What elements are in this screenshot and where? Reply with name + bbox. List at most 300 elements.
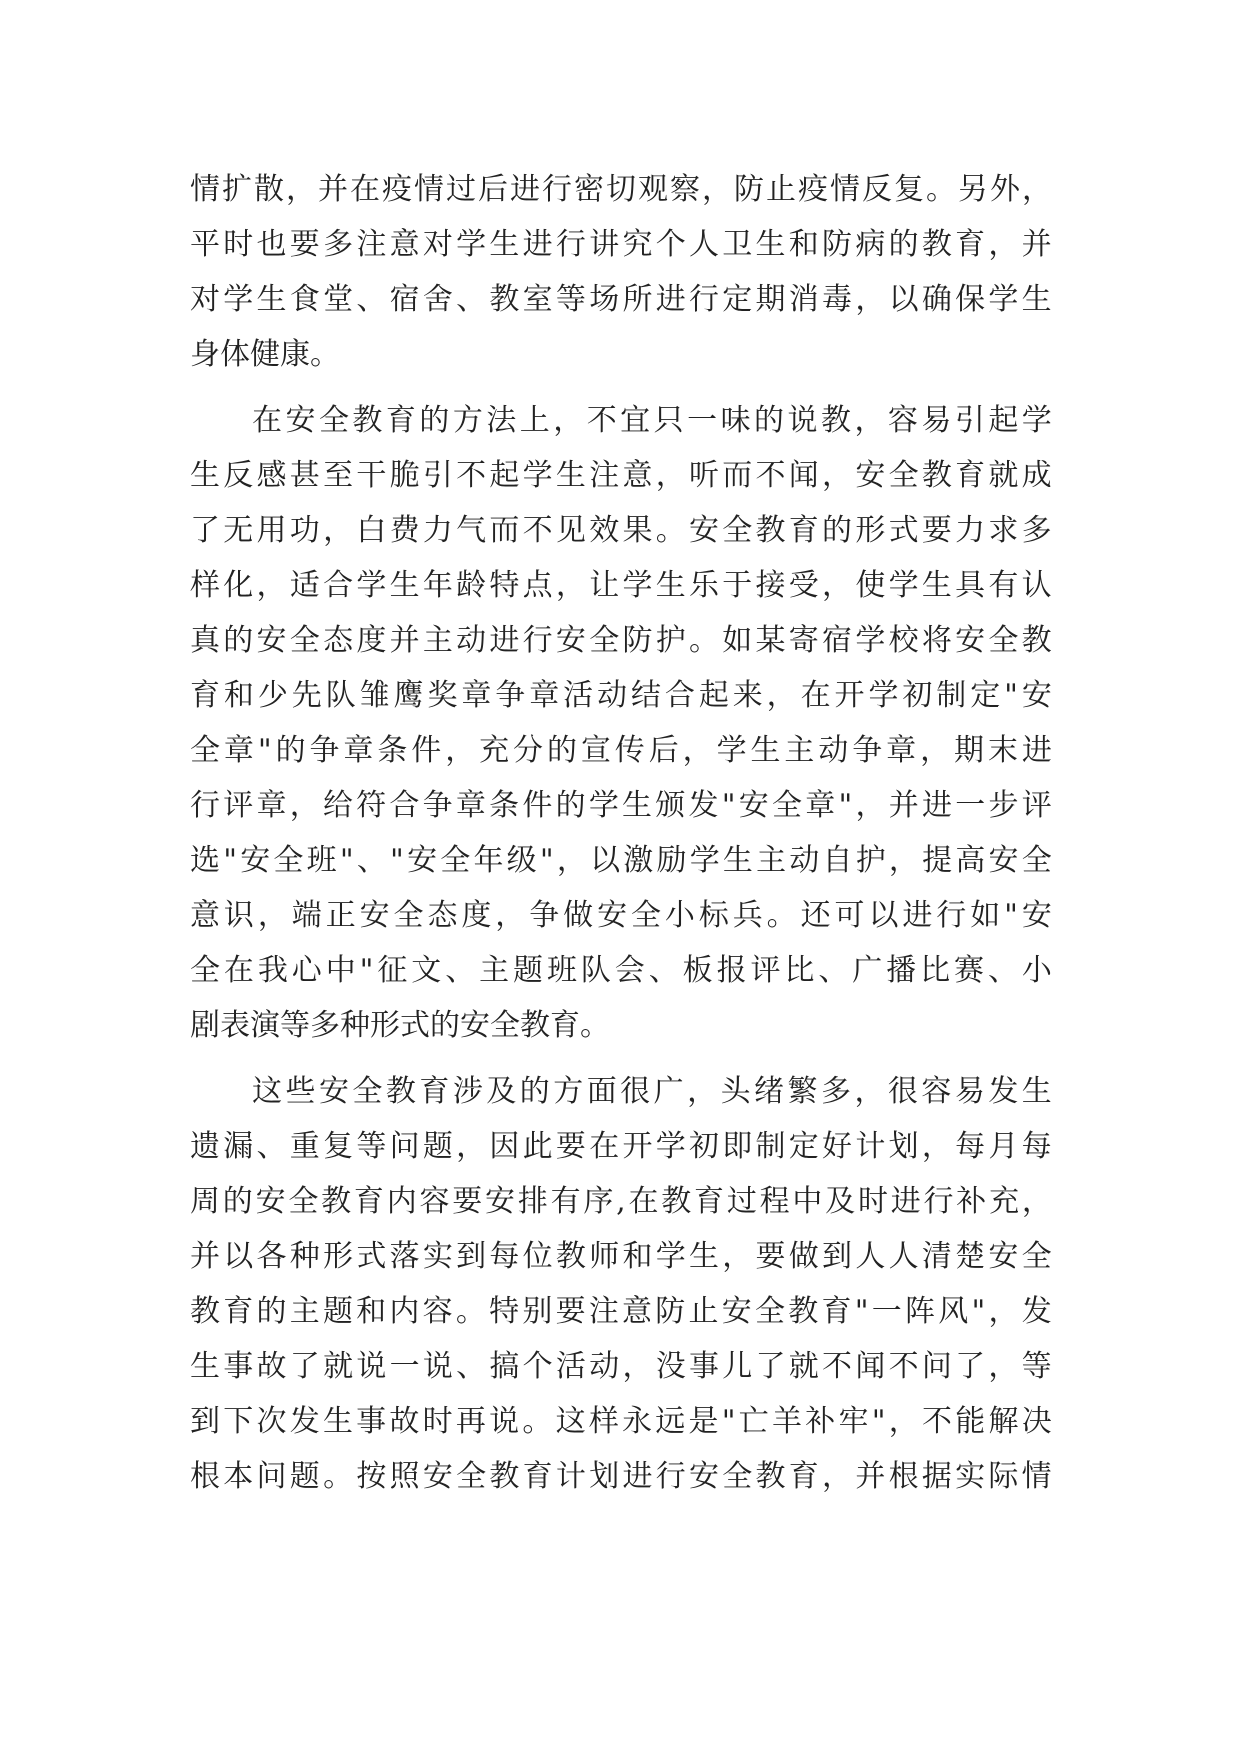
glyph: 的 [754, 403, 785, 438]
glyph: 播 [886, 953, 917, 988]
glyph: 安 [318, 1074, 349, 1109]
glyph: 比 [784, 953, 815, 988]
glyph: 说 [356, 1349, 387, 1384]
glyph: 生 [489, 227, 520, 262]
glyph: 章 [455, 788, 486, 823]
glyph: 起 [698, 678, 729, 713]
text-line-content [190, 217, 1052, 272]
glyph: 易 [954, 1074, 985, 1109]
glyph: 态 [323, 623, 354, 658]
glyph: 即 [722, 1129, 753, 1164]
glyph: 教 [921, 458, 952, 493]
glyph: 传 [614, 733, 645, 768]
glyph: 安 [688, 513, 719, 548]
glyph: 来 [732, 678, 763, 713]
glyph: 密 [574, 172, 604, 207]
glyph: 疫 [382, 172, 412, 207]
glyph: ， [854, 1074, 885, 1109]
glyph: 让 [589, 568, 620, 603]
glyph: 可 [834, 898, 865, 933]
glyph: 情 [190, 172, 220, 207]
glyph: 另 [958, 172, 988, 207]
glyph: 进 [510, 172, 540, 207]
glyph: 报 [716, 953, 747, 988]
glyph: 搞 [489, 1349, 520, 1384]
glyph: 所 [622, 282, 653, 317]
text-line-content [190, 272, 1052, 327]
glyph: 争 [529, 898, 560, 933]
glyph: ， [702, 172, 732, 207]
glyph: 全 [1021, 843, 1052, 878]
text-line-content [252, 1064, 1052, 1119]
glyph: 甚 [289, 458, 320, 493]
glyph: 动 [589, 1349, 620, 1384]
glyph: 不 [522, 513, 553, 548]
glyph: 很 [620, 1074, 651, 1109]
glyph: 级 [506, 843, 537, 878]
glyph: 散 [254, 172, 284, 207]
glyph: ， [822, 568, 853, 603]
glyph: 做 [788, 1239, 819, 1274]
glyph: 上 [519, 403, 550, 438]
glyph: 安 [955, 623, 986, 658]
glyph: ， [988, 1349, 1019, 1384]
glyph: 的 [555, 788, 586, 823]
glyph: 合 [389, 788, 420, 823]
glyph: 生 [921, 568, 952, 603]
glyph: 止 [688, 1294, 719, 1329]
glyph: ， [1021, 1184, 1052, 1219]
glyph: 争 [852, 733, 883, 768]
glyph: 内 [389, 1294, 420, 1329]
glyph: 下 [223, 1404, 254, 1439]
glyph: 卫 [722, 227, 753, 262]
glyph: 计 [555, 1459, 586, 1494]
glyph: 意 [622, 1294, 653, 1329]
glyph: ， [766, 678, 797, 713]
glyph: ， [888, 843, 919, 878]
glyph: 情 [414, 172, 444, 207]
glyph: 全 [352, 1074, 383, 1109]
glyph: 育 [353, 1184, 384, 1219]
glyph: 意 [622, 458, 653, 493]
glyph: 。 [323, 1459, 354, 1494]
glyph: 全 [273, 843, 304, 878]
text-line [190, 217, 1052, 272]
glyph: 场 [589, 282, 620, 317]
text-line-content [190, 448, 1052, 503]
glyph: 学 [1021, 403, 1052, 438]
glyph: 方 [553, 1074, 584, 1109]
glyph: 的 [519, 1074, 550, 1109]
glyph: 一 [389, 1349, 420, 1384]
glyph: 进 [1021, 733, 1052, 768]
glyph: 解 [988, 1404, 1019, 1439]
glyph: 全 [318, 403, 349, 438]
glyph: 安 [485, 1184, 516, 1219]
glyph: 和 [622, 1239, 653, 1274]
glyph: 内 [386, 1184, 417, 1219]
glyph: 、 [818, 953, 849, 988]
glyph: 的 [419, 403, 450, 438]
glyph: 意 [190, 898, 220, 933]
glyph: 全 [190, 733, 220, 768]
glyph: 照 [389, 1459, 420, 1494]
glyph: ， [622, 1349, 653, 1384]
text-line-content [190, 1229, 1052, 1284]
glyph: 绪 [754, 1074, 785, 1109]
glyph: 清 [921, 1239, 952, 1274]
glyph: 以 [223, 1239, 254, 1274]
glyph: 这 [555, 1404, 586, 1439]
glyph: 评 [223, 788, 254, 823]
glyph: 重 [289, 1129, 320, 1164]
text-line [190, 1339, 1052, 1394]
glyph: 要 [555, 1129, 586, 1164]
glyph: 很 [887, 1074, 918, 1109]
glyph: 此 [522, 1129, 553, 1164]
glyph: 点 [522, 568, 553, 603]
glyph: " [359, 953, 374, 988]
glyph: 无 [223, 513, 254, 548]
glyph: 受 [788, 568, 819, 603]
glyph: 结 [630, 678, 661, 713]
glyph: 安 [255, 1184, 286, 1219]
glyph: 安 [855, 458, 886, 493]
glyph: 育 [385, 403, 416, 438]
glyph: 人 [888, 1239, 919, 1274]
glyph: 安 [738, 788, 769, 823]
glyph: 。 [926, 172, 956, 207]
glyph: 就 [323, 1349, 354, 1384]
glyph: 并 [855, 1459, 886, 1494]
glyph: 制 [755, 1129, 786, 1164]
glyph: 后 [478, 172, 508, 207]
glyph: 护 [655, 623, 686, 658]
text-line [190, 778, 1052, 833]
glyph: 功 [289, 513, 320, 548]
glyph: 力 [422, 513, 453, 548]
glyph: 到 [190, 1404, 220, 1439]
text-line-content: 身体健康。 [190, 337, 340, 372]
glyph: 学 [588, 788, 619, 823]
glyph: 选 [190, 843, 220, 878]
glyph: 察 [670, 172, 700, 207]
glyph: 要 [921, 513, 952, 548]
glyph: 期 [954, 733, 985, 768]
glyph: 生 [555, 458, 586, 493]
glyph: 合 [664, 678, 695, 713]
glyph: 端 [291, 898, 322, 933]
glyph: 章 [461, 678, 492, 713]
glyph: 亡 [738, 1404, 769, 1439]
glyph: 样 [588, 1404, 619, 1439]
glyph: 做 [563, 898, 594, 933]
glyph: 题 [422, 1129, 453, 1164]
glyph: 中 [325, 953, 356, 988]
glyph: 复 [323, 1129, 354, 1164]
glyph: 教 [555, 1239, 586, 1274]
glyph: 不 [922, 1404, 953, 1439]
glyph: 只 [653, 403, 684, 438]
glyph: 全 [289, 623, 320, 658]
glyph: ， [323, 513, 354, 548]
glyph: ， [495, 898, 526, 933]
glyph: 生 [256, 282, 287, 317]
glyph: 消 [788, 282, 819, 317]
glyph: 根 [190, 1459, 220, 1494]
glyph: 寄 [788, 623, 819, 658]
glyph: 计 [855, 1129, 886, 1164]
glyph: 易 [921, 403, 952, 438]
glyph: 多 [323, 227, 354, 262]
glyph: 问 [256, 1459, 287, 1494]
glyph: 育 [788, 513, 819, 548]
glyph: 全 [288, 1184, 319, 1219]
glyph: 气 [456, 513, 487, 548]
glyph: 时 [857, 1184, 888, 1219]
glyph: 时 [223, 227, 254, 262]
glyph: 行 [190, 788, 220, 823]
glyph: 条 [377, 733, 408, 768]
glyph: 问 [921, 1349, 952, 1384]
glyph: 末 [987, 733, 1018, 768]
glyph: 评 [750, 953, 781, 988]
glyph: 至 [323, 458, 354, 493]
glyph: 章 [529, 678, 560, 713]
glyph: " [854, 1294, 869, 1329]
glyph: 我 [257, 953, 288, 988]
glyph: 容 [422, 1294, 453, 1329]
glyph: 育 [788, 1459, 819, 1494]
glyph: 观 [638, 172, 668, 207]
glyph: ， [257, 898, 288, 933]
glyph: 了 [955, 1349, 986, 1384]
glyph: 接 [755, 568, 786, 603]
glyph: 涉 [452, 1074, 483, 1109]
glyph: 周 [190, 1184, 220, 1219]
glyph: 主 [756, 843, 787, 878]
glyph: 食 [289, 282, 320, 317]
glyph: 以 [868, 898, 899, 933]
glyph: 合 [323, 568, 354, 603]
glyph: 在 [350, 172, 380, 207]
text-line-content [190, 1449, 1052, 1504]
glyph: 度 [356, 623, 387, 658]
glyph: 教 [921, 227, 952, 262]
glyph: 远 [655, 1404, 686, 1439]
text-line-content [190, 723, 1052, 778]
glyph: 班 [546, 953, 577, 988]
glyph: 章 [256, 788, 287, 823]
glyph: 学 [855, 623, 886, 658]
glyph: 全 [754, 1294, 785, 1329]
glyph: 以 [590, 843, 621, 878]
glyph: 动 [789, 843, 820, 878]
glyph: 和 [223, 678, 254, 713]
text-line-content [190, 943, 1052, 998]
glyph: 生 [722, 843, 753, 878]
glyph: 多 [1021, 513, 1052, 548]
glyph: 要 [452, 1184, 483, 1219]
glyph: 白 [356, 513, 387, 548]
glyph: 味 [720, 403, 751, 438]
glyph: 育 [955, 458, 986, 493]
glyph: ， [553, 403, 584, 438]
glyph: 还 [800, 898, 831, 933]
glyph: 如 [722, 623, 753, 658]
glyph: " [971, 1294, 986, 1329]
glyph: 教 [489, 282, 520, 317]
glyph: 及 [486, 1074, 517, 1109]
text-line [190, 558, 1052, 613]
glyph: 鹰 [393, 678, 424, 713]
glyph: 育 [223, 1294, 254, 1329]
glyph: 故 [256, 1349, 287, 1384]
glyph: 等 [1021, 1349, 1052, 1384]
glyph: 反 [862, 172, 892, 207]
glyph: 并 [1021, 227, 1052, 262]
glyph: 发 [988, 1074, 1019, 1109]
glyph: 后 [648, 733, 679, 768]
glyph: 育 [419, 1074, 450, 1109]
glyph: 力 [955, 513, 986, 548]
text-line-content: 剧表演等多种形式的安全教育。 [190, 1008, 610, 1043]
glyph: 不 [755, 458, 786, 493]
glyph: 的 [822, 513, 853, 548]
glyph: 每 [955, 1129, 986, 1164]
glyph: 宿 [389, 282, 420, 317]
glyph: 事 [223, 1349, 254, 1384]
glyph: " [871, 1404, 886, 1439]
glyph: 特 [489, 1294, 520, 1329]
glyph: 费 [389, 513, 420, 548]
glyph: 划 [888, 1129, 919, 1164]
body-text [190, 162, 1052, 1504]
glyph: 而 [722, 458, 753, 493]
glyph: 题 [322, 1294, 353, 1329]
glyph: 教 [352, 403, 383, 438]
glyph: 感 [256, 458, 287, 493]
glyph: 安 [1021, 898, 1052, 933]
glyph: 及 [825, 1184, 856, 1219]
glyph: ， [445, 733, 476, 768]
glyph: 安 [285, 403, 316, 438]
glyph: 就 [788, 1349, 819, 1384]
glyph: 龄 [456, 568, 487, 603]
glyph: 雏 [359, 678, 390, 713]
glyph: 教 [190, 1294, 220, 1329]
glyph: 化 [223, 568, 254, 603]
glyph: 室 [522, 282, 553, 317]
glyph: " [838, 788, 853, 823]
glyph: 补 [956, 1184, 987, 1219]
glyph: 漏 [223, 1129, 254, 1164]
glyph: 再 [455, 1404, 486, 1439]
glyph: 这 [252, 1074, 282, 1109]
glyph: 确 [921, 282, 952, 317]
glyph: 学 [622, 568, 653, 603]
glyph: 宜 [620, 403, 651, 438]
glyph: ， [921, 1129, 952, 1164]
glyph: 闻 [855, 1349, 886, 1384]
text-line [190, 448, 1052, 503]
glyph: 决 [1021, 1404, 1052, 1439]
glyph: 事 [688, 1349, 719, 1384]
glyph: 学 [716, 733, 747, 768]
glyph: 繁 [787, 1074, 818, 1109]
glyph: 育 [190, 678, 220, 713]
glyph: 安 [555, 623, 586, 658]
glyph: 的 [256, 1294, 287, 1329]
glyph: 题 [289, 1459, 320, 1494]
glyph: 争 [422, 788, 453, 823]
text-line [190, 1229, 1052, 1284]
glyph: 标 [698, 898, 729, 933]
glyph: 行 [936, 898, 967, 933]
text-line [190, 272, 1052, 327]
glyph: 程 [759, 1184, 790, 1219]
text-line [190, 1119, 1052, 1174]
text-line [190, 943, 1052, 998]
glyph: 了 [289, 1349, 320, 1384]
glyph: 全 [722, 513, 753, 548]
glyph: 实 [422, 1239, 453, 1274]
glyph: 在 [223, 953, 254, 988]
text-line-content [190, 503, 1052, 558]
glyph: 防 [655, 1294, 686, 1329]
glyph: 动 [597, 678, 628, 713]
glyph: 切 [606, 172, 636, 207]
glyph: 到 [456, 1239, 487, 1274]
glyph: 、 [648, 953, 679, 988]
glyph: 符 [356, 788, 387, 823]
glyph: 的 [223, 623, 254, 658]
glyph: 安 [256, 623, 287, 658]
glyph: " [721, 1404, 736, 1439]
text-line-content [190, 668, 1052, 723]
glyph: 法 [486, 403, 517, 438]
text-line [190, 998, 1052, 1053]
glyph: 毒 [822, 282, 853, 317]
glyph: 进 [522, 227, 553, 262]
glyph: 生 [688, 1239, 719, 1274]
glyph: 闻 [788, 458, 819, 493]
glyph: 全 [190, 953, 220, 988]
text-line-content [190, 833, 1052, 888]
glyph: ， [988, 227, 1019, 262]
glyph: 征 [377, 953, 408, 988]
glyph: 在 [589, 1129, 620, 1164]
glyph: 因 [489, 1129, 520, 1164]
glyph: 育 [522, 1459, 553, 1494]
glyph: 给 [322, 788, 353, 823]
text-line [190, 1174, 1052, 1229]
glyph: 月 [988, 1129, 1019, 1164]
glyph: 励 [656, 843, 687, 878]
glyph: 赛 [954, 953, 985, 988]
glyph: 病 [855, 227, 886, 262]
glyph: 。 [766, 898, 797, 933]
glyph: 行 [555, 227, 586, 262]
glyph: 件 [522, 788, 553, 823]
text-line [190, 393, 1052, 448]
text-line [190, 888, 1052, 943]
glyph: 实 [955, 1459, 986, 1494]
glyph: 的 [222, 1184, 253, 1219]
glyph: 儿 [722, 1349, 753, 1384]
glyph: 学 [888, 568, 919, 603]
